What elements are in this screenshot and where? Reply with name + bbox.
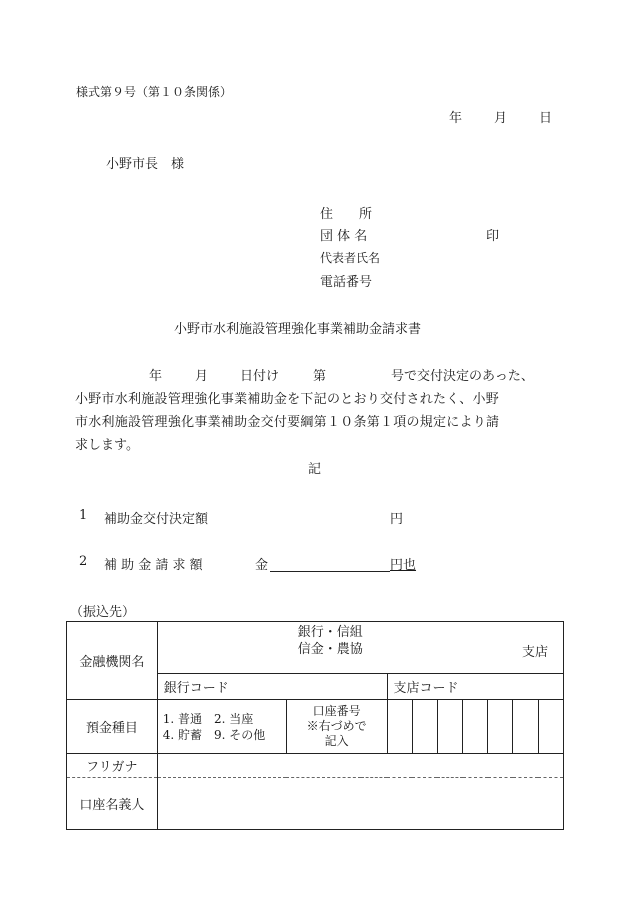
document-title: 小野市水利施設管理強化事業補助金請求書: [174, 322, 422, 337]
phone-label: 電話番号: [320, 275, 373, 290]
address-label: 住 所: [320, 207, 373, 222]
furigana-label: フリガナ: [86, 760, 138, 775]
account-digit-1[interactable]: [387, 700, 412, 754]
item2-unit: 円也: [390, 558, 417, 573]
account-digit-6[interactable]: [513, 700, 538, 754]
account-no-line2: ※右づめで: [306, 719, 367, 733]
furigana-label-cell: [67, 754, 158, 778]
body-line3: 市水利施設管理強化事業補助金交付要綱第１０条第１項の規定により請: [75, 415, 500, 430]
deposit-options-line1: 1. 普通 2. 当座: [162, 711, 254, 726]
body-year: 年: [149, 369, 163, 384]
item2-prefix: 金: [255, 558, 269, 573]
body-month: 月: [195, 369, 209, 384]
ki-heading: 記: [308, 462, 322, 477]
account-digit-5[interactable]: [488, 700, 513, 754]
branch-label: 支店: [521, 645, 548, 660]
body-line1-tail: 号で交付決定のあった、: [391, 369, 534, 384]
bank-transfer-table: [66, 621, 564, 830]
branch-code-cell[interactable]: [387, 674, 564, 700]
account-no-line1: 口座番号: [312, 704, 361, 718]
item1-label: 補助金交付決定額: [104, 512, 209, 527]
bank-code-label: 銀行コード: [163, 681, 229, 696]
date-month-label: 月: [494, 111, 508, 126]
institution-name-cell[interactable]: [157, 622, 563, 674]
body-date: 日付け: [240, 369, 280, 384]
group-name-label: 団 体 名: [320, 229, 368, 244]
body-line2: 小野市水利施設管理強化事業補助金を下記のとおり交付されたく、小野: [75, 392, 500, 407]
deposit-type-label-cell: [67, 700, 158, 754]
account-digit-3[interactable]: [437, 700, 462, 754]
furigana-input-cell[interactable]: [157, 754, 563, 778]
account-no-line3: 記入: [324, 734, 349, 748]
transfer-heading: （振込先）: [70, 605, 136, 620]
item1-number: 1: [79, 508, 88, 523]
item2-amount-line: [270, 571, 390, 572]
item1-unit: 円: [390, 512, 404, 527]
seal-label: 印: [486, 229, 500, 244]
bank-code-cell[interactable]: [157, 674, 387, 700]
account-holder-input-cell[interactable]: [157, 778, 563, 830]
body-no: 第: [313, 369, 327, 384]
deposit-options-line2: 4. 貯蓄 9. その他: [162, 727, 266, 742]
branch-code-label: 支店コード: [393, 681, 459, 696]
account-number-label-cell: [286, 700, 387, 754]
item2-label: 補 助 金 請 求 額: [104, 558, 203, 573]
bank-type-options: [298, 624, 363, 658]
body-line4: 求します。: [75, 438, 139, 453]
account-digit-7[interactable]: [538, 700, 563, 754]
institution-label: 金融機関名: [79, 655, 145, 670]
bank-type-line1: 銀行・信組: [297, 625, 363, 640]
account-digit-2[interactable]: [412, 700, 437, 754]
item2-number: 2: [79, 554, 88, 569]
date-day-label: 日: [539, 111, 553, 126]
addressee: 小野市長 様: [106, 157, 185, 172]
account-digit-4[interactable]: [463, 700, 488, 754]
deposit-type-options-cell[interactable]: [157, 700, 286, 754]
deposit-type-label: 預金種目: [85, 721, 138, 736]
bank-type-line2: 信金・農協: [297, 642, 363, 657]
representative-label: 代表者氏名: [320, 251, 381, 265]
form-number: 様式第９号（第１０条関係）: [76, 85, 233, 99]
institution-label-cell: [67, 622, 158, 700]
account-holder-label-cell: [67, 778, 158, 830]
account-holder-label: 口座名義人: [79, 798, 145, 813]
date-year-label: 年: [449, 111, 463, 126]
